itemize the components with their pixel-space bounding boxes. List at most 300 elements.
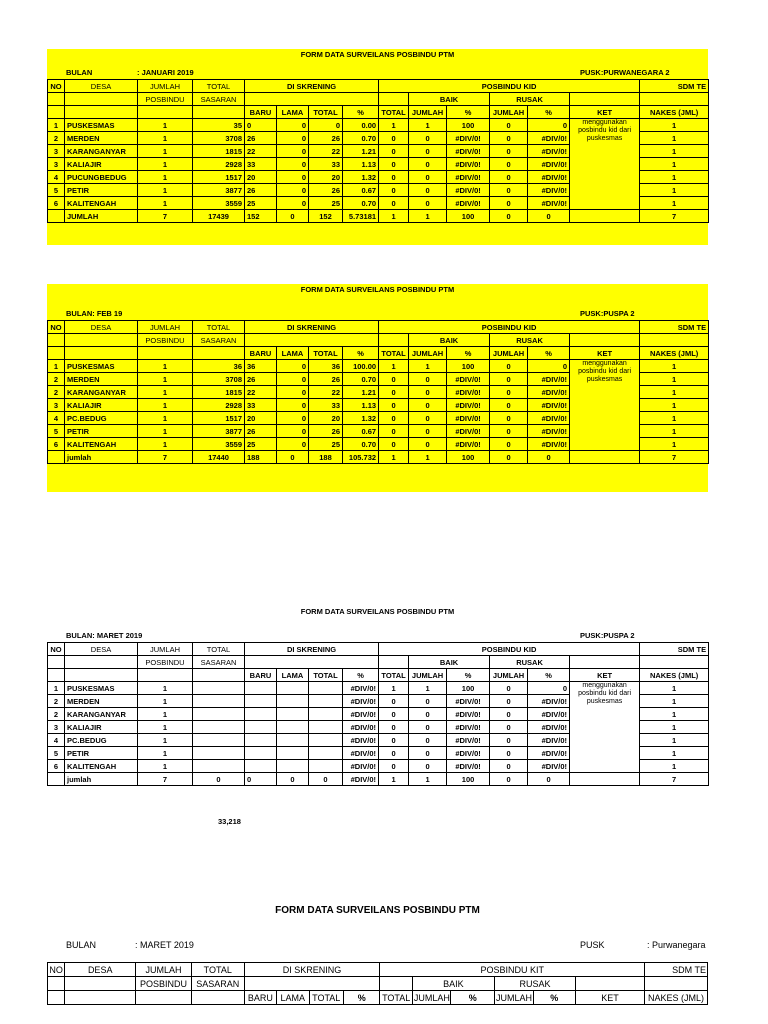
- total-cell: 0: [528, 210, 570, 223]
- header-total: TOTAL: [193, 80, 245, 93]
- total-cell: jumlah: [65, 773, 138, 786]
- header-sdm: SDM TE: [640, 321, 709, 334]
- section-meta: [47, 940, 708, 954]
- header-jumlah: JUMLAH: [138, 321, 193, 334]
- table-cell: 0: [409, 438, 447, 451]
- table-cell: 0: [379, 747, 409, 760]
- table-cell: #DIV/0!: [528, 412, 570, 425]
- table-cell: 22: [309, 386, 343, 399]
- table-cell: #DIV/0!: [447, 695, 490, 708]
- pusk-label: PUSK:PURWANEGARA 2: [580, 68, 670, 77]
- empty-cell: [379, 93, 409, 106]
- table-cell: [309, 747, 343, 760]
- empty-cell: [48, 334, 65, 347]
- table-cell: 3559: [193, 197, 245, 210]
- table-cell: 0: [379, 184, 409, 197]
- table-cell: 3877: [193, 425, 245, 438]
- table-cell: 20: [245, 412, 277, 425]
- header-total-kid: TOTAL: [379, 669, 409, 682]
- table-cell: 5: [48, 184, 65, 197]
- table-cell: 0: [277, 438, 309, 451]
- table-cell: 1: [138, 438, 193, 451]
- table-cell: [309, 695, 343, 708]
- empty-cell: [570, 773, 640, 786]
- empty-cell: [65, 656, 138, 669]
- header-jumlah-baik: JUMLAH: [413, 992, 450, 1003]
- total-cell: 5.73181: [343, 210, 379, 223]
- table-cell: 1: [138, 145, 193, 158]
- table-cell: 26: [245, 373, 277, 386]
- table-cell: KALITENGAH: [65, 197, 138, 210]
- table-cell: 0: [490, 695, 528, 708]
- table-cell: 1.13: [343, 158, 379, 171]
- table-cell: 3708: [193, 132, 245, 145]
- total-cell: [48, 773, 65, 786]
- empty-cell: [570, 656, 640, 669]
- header-lama: LAMA: [277, 991, 309, 1005]
- table-cell: 0: [379, 708, 409, 721]
- table-cell: 0: [277, 373, 309, 386]
- table-cell: 1: [138, 386, 193, 399]
- empty-cell: [65, 347, 138, 360]
- table-cell: [277, 708, 309, 721]
- table-cell: 1: [640, 184, 709, 197]
- table-cell: 3: [48, 399, 65, 412]
- empty-cell: [570, 451, 640, 464]
- table-cell: #DIV/0!: [447, 132, 490, 145]
- table-cell: 1: [640, 708, 709, 721]
- total-cell: 7: [138, 210, 193, 223]
- table-cell: 0: [528, 682, 570, 695]
- total-cell: 105.732: [343, 451, 379, 464]
- table-cell: #DIV/0!: [528, 399, 570, 412]
- table-cell: 3559: [193, 438, 245, 451]
- header-total-sub: TOTAL: [309, 106, 343, 119]
- table-cell: 0: [277, 386, 309, 399]
- table-cell: 1: [640, 399, 709, 412]
- table-cell: PETIR: [65, 747, 138, 760]
- table-cell: 0: [490, 132, 528, 145]
- table-cell: 4: [48, 171, 65, 184]
- header-total-sub: TOTAL: [309, 991, 343, 1005]
- table-cell: 4: [48, 412, 65, 425]
- table-cell: 100: [447, 360, 490, 373]
- table-cell: #DIV/0!: [528, 425, 570, 438]
- total-cell: jumlah: [65, 451, 138, 464]
- table-cell: 36: [309, 360, 343, 373]
- header-desa: DESA: [65, 80, 138, 93]
- table-cell: 1: [138, 197, 193, 210]
- table-cell: #DIV/0!: [447, 145, 490, 158]
- empty-cell: [65, 106, 138, 119]
- table-cell: #DIV/0!: [343, 760, 379, 773]
- form-section-march: [47, 606, 708, 798]
- table-cell: PETIR: [65, 425, 138, 438]
- pusk-label: PUSK:PUSPA 2: [580, 631, 635, 640]
- table-cell: 1: [640, 360, 709, 373]
- header-jumlah-rusak: JUMLAH: [490, 669, 528, 682]
- table-cell: 0: [379, 386, 409, 399]
- total-cell: 0: [277, 773, 309, 786]
- table-cell: 26: [309, 184, 343, 197]
- table-cell: 1: [379, 360, 409, 373]
- table-cell: 0: [409, 721, 447, 734]
- section-meta: [47, 67, 708, 79]
- table-cell: 0: [490, 438, 528, 451]
- header-posbindu-kit: POSBINDU KIT: [380, 963, 645, 977]
- empty-cell: [640, 656, 709, 669]
- bulan-value: : JANUARI 2019: [137, 68, 194, 77]
- total-row: [48, 451, 709, 464]
- header-nakes: NAKES (JML): [640, 347, 709, 360]
- table-cell: 0: [490, 760, 528, 773]
- header-baik: BAIK: [409, 334, 490, 347]
- section-title: FORM DATA SURVEILANS POSBINDU PTM: [275, 905, 480, 916]
- form-section-january: [47, 49, 708, 245]
- table-cell: 0: [277, 171, 309, 184]
- table-cell: 1: [138, 171, 193, 184]
- total-cell: 7: [640, 773, 709, 786]
- total-cell: 1: [409, 451, 447, 464]
- table-cell: 20: [309, 412, 343, 425]
- table-cell: 25: [245, 438, 277, 451]
- table-cell: 0: [490, 412, 528, 425]
- table-cell: [193, 760, 245, 773]
- table-cell: #DIV/0!: [528, 760, 570, 773]
- header-total: TOTAL: [193, 321, 245, 334]
- table-cell: 0: [379, 197, 409, 210]
- table-cell: 0: [490, 184, 528, 197]
- table-cell: 1: [138, 734, 193, 747]
- table-cell: #DIV/0!: [447, 708, 490, 721]
- table-cell: 1: [640, 171, 709, 184]
- table-cell: 2928: [193, 158, 245, 171]
- table-cell: [277, 760, 309, 773]
- total-cell: 1: [379, 773, 409, 786]
- table-cell: 0: [490, 721, 528, 734]
- total-cell: 100: [447, 451, 490, 464]
- header-lama: LAMA: [277, 106, 309, 119]
- table-cell: 0.70: [343, 197, 379, 210]
- header-sdm: SDM TE: [640, 643, 709, 656]
- header-baik: BAIK: [409, 656, 490, 669]
- table-cell: 1: [138, 760, 193, 773]
- table-cell: 1: [640, 682, 709, 695]
- table-cell: 1: [138, 184, 193, 197]
- header-lama: LAMA: [277, 347, 309, 360]
- header-posbindu: POSBINDU: [136, 977, 192, 991]
- header-nakes: NAKES (JML): [645, 991, 708, 1005]
- table-cell: #DIV/0!: [447, 438, 490, 451]
- table-cell: #DIV/0!: [343, 708, 379, 721]
- table-cell: #DIV/0!: [528, 197, 570, 210]
- total-cell: 0: [528, 773, 570, 786]
- header-rusak: RUSAK: [490, 334, 570, 347]
- table-cell: 3: [48, 145, 65, 158]
- header-rusak: RUSAK: [490, 656, 570, 669]
- table-cell: 33: [309, 158, 343, 171]
- table-cell: 0: [379, 171, 409, 184]
- header-rusak: RUSAK: [494, 977, 575, 991]
- header-desa: DESA: [65, 321, 138, 334]
- table-cell: #DIV/0!: [447, 171, 490, 184]
- ket-note: menggunakan posbindu kid dari puskesmas: [570, 682, 640, 773]
- empty-cell: [48, 106, 65, 119]
- data-table: [47, 320, 709, 464]
- table-cell: 0.67: [343, 184, 379, 197]
- header-pct-baik: %: [447, 347, 490, 360]
- table-cell: 1: [640, 119, 709, 132]
- table-cell: 2: [48, 132, 65, 145]
- table-cell: 1: [640, 695, 709, 708]
- empty-cell: [570, 334, 640, 347]
- table-cell: [309, 721, 343, 734]
- table-cell: 26: [309, 425, 343, 438]
- table-cell: 1.21: [343, 145, 379, 158]
- table-cell: 0: [409, 132, 447, 145]
- total-cell: 0: [193, 773, 245, 786]
- table-cell: 1: [138, 747, 193, 760]
- table-cell: 26: [245, 184, 277, 197]
- header-pct-rusak: %: [528, 347, 570, 360]
- table-cell: [245, 734, 277, 747]
- header-pct-baik: %: [451, 991, 495, 1005]
- table-cell: 1: [138, 708, 193, 721]
- table-cell: 0: [309, 119, 343, 132]
- empty-cell: [48, 656, 65, 669]
- table-cell: #DIV/0!: [447, 386, 490, 399]
- total-cell: 100: [447, 210, 490, 223]
- empty-cell: [379, 656, 409, 669]
- header-baru: BARU: [245, 347, 277, 360]
- table-cell: 0: [277, 197, 309, 210]
- form-section-february: [47, 284, 708, 492]
- header-jumlah: JUMLAH: [136, 963, 192, 977]
- total-cell: 0: [277, 451, 309, 464]
- header-jumlah: JUMLAH: [138, 80, 193, 93]
- table-cell: 0: [490, 373, 528, 386]
- table-cell: #DIV/0!: [528, 747, 570, 760]
- table-cell: 1: [640, 438, 709, 451]
- table-cell: PUSKESMAS: [65, 682, 138, 695]
- table-cell: 0: [490, 734, 528, 747]
- header-baru: BARU: [245, 106, 277, 119]
- table-cell: #DIV/0!: [528, 171, 570, 184]
- table-cell: 0: [409, 197, 447, 210]
- header-sasaran: SASARAN: [193, 93, 245, 106]
- table-cell: 0: [277, 412, 309, 425]
- table-cell: 1: [640, 721, 709, 734]
- table-cell: 0: [409, 171, 447, 184]
- table-cell: 0: [277, 132, 309, 145]
- header-nakes: NAKES (JML): [640, 669, 709, 682]
- table-cell: 6: [48, 760, 65, 773]
- header-diskrening: DI SKRENING: [244, 963, 380, 977]
- table-cell: [277, 682, 309, 695]
- table-cell: 2: [48, 708, 65, 721]
- header-sasaran: SASARAN: [191, 977, 244, 991]
- table-cell: 100: [447, 682, 490, 695]
- header-total: TOTAL: [191, 963, 244, 977]
- bulan-label: BULAN: [66, 940, 97, 950]
- table-cell: #DIV/0!: [447, 399, 490, 412]
- pusk-label: PUSK: [580, 940, 605, 950]
- table-cell: 1: [138, 119, 193, 132]
- header-pct: %: [343, 991, 380, 1005]
- pusk-label: PUSK:PUSPA 2: [580, 309, 635, 318]
- table-cell: #DIV/0!: [528, 145, 570, 158]
- table-cell: 25: [245, 197, 277, 210]
- total-cell: #DIV/0!: [343, 773, 379, 786]
- table-cell: 1: [640, 386, 709, 399]
- empty-cell: [193, 347, 245, 360]
- header-pct-rusak: %: [528, 669, 570, 682]
- table-cell: 0: [409, 747, 447, 760]
- header-no: NO: [49, 964, 63, 975]
- header-sdm: SDM TE: [645, 963, 708, 977]
- total-cell: JUMLAH: [65, 210, 138, 223]
- empty-cell: [65, 93, 138, 106]
- total-cell: 0: [309, 773, 343, 786]
- table-cell: 33: [245, 158, 277, 171]
- empty-cell: [48, 347, 65, 360]
- header-no: NO: [48, 643, 65, 656]
- table-cell: #DIV/0!: [528, 734, 570, 747]
- table-cell: #DIV/0!: [343, 695, 379, 708]
- table-cell: #DIV/0!: [447, 760, 490, 773]
- header-jumlah-rusak: JUMLAH: [495, 992, 532, 1003]
- table-cell: [193, 721, 245, 734]
- table-cell: #DIV/0!: [528, 132, 570, 145]
- total-cell: 0: [245, 773, 277, 786]
- table-cell: 1: [640, 760, 709, 773]
- table-cell: #DIV/0!: [528, 184, 570, 197]
- table-cell: 22: [309, 145, 343, 158]
- table-cell: 3: [48, 721, 65, 734]
- table-cell: 33: [309, 399, 343, 412]
- table-cell: KALIAJIR: [65, 399, 138, 412]
- table-cell: 0: [379, 412, 409, 425]
- header-pct: %: [343, 669, 379, 682]
- table-cell: 26: [309, 373, 343, 386]
- table-cell: [245, 695, 277, 708]
- table-cell: [245, 682, 277, 695]
- header-total-kit: TOTAL: [380, 991, 412, 1005]
- table-cell: 3877: [193, 184, 245, 197]
- empty-cell: [65, 669, 138, 682]
- table-cell: 0: [379, 132, 409, 145]
- table-cell: 1: [138, 360, 193, 373]
- total-cell: 100: [447, 773, 490, 786]
- table-cell: 1.13: [343, 399, 379, 412]
- total-cell: 7: [640, 451, 709, 464]
- total-cell: 17440: [193, 451, 245, 464]
- table-cell: 0.70: [343, 438, 379, 451]
- header-total: TOTAL: [193, 643, 245, 656]
- table-cell: 1517: [193, 171, 245, 184]
- empty-cell: [138, 669, 193, 682]
- table-cell: 1: [138, 682, 193, 695]
- table-cell: [277, 734, 309, 747]
- table-cell: 2: [48, 695, 65, 708]
- empty-cell: [245, 334, 379, 347]
- table-cell: [193, 747, 245, 760]
- table-cell: 1: [48, 119, 65, 132]
- total-cell: 0: [277, 210, 309, 223]
- header-pct-rusak: %: [528, 106, 570, 119]
- empty-cell: [640, 334, 709, 347]
- table-cell: #DIV/0!: [528, 695, 570, 708]
- empty-cell: [570, 93, 640, 106]
- table-cell: #DIV/0!: [447, 184, 490, 197]
- table-cell: 1: [640, 747, 709, 760]
- table-cell: PC.BEDUG: [65, 412, 138, 425]
- total-cell: 7: [640, 210, 709, 223]
- header-ket: KET: [570, 669, 640, 682]
- table-cell: 0: [277, 184, 309, 197]
- table-cell: KALITENGAH: [65, 438, 138, 451]
- table-cell: 1: [138, 158, 193, 171]
- total-cell: [48, 210, 65, 223]
- header-jumlah-rusak: JUMLAH: [490, 106, 528, 119]
- table-cell: #DIV/0!: [343, 682, 379, 695]
- table-cell: [245, 747, 277, 760]
- header-pct-baik: %: [447, 106, 490, 119]
- table-cell: #DIV/0!: [447, 734, 490, 747]
- total-cell: 7: [138, 451, 193, 464]
- bulan-label: BULAN: MARET 2019: [66, 631, 143, 640]
- header-pct-baik: %: [447, 669, 490, 682]
- header-total-kid: TOTAL: [379, 106, 409, 119]
- table-cell: 0: [379, 734, 409, 747]
- table-cell: 0: [528, 360, 570, 373]
- pusk-value: : Purwanegara: [647, 940, 706, 950]
- table-cell: 0: [490, 399, 528, 412]
- table-cell: 0: [245, 119, 277, 132]
- table-cell: #DIV/0!: [528, 708, 570, 721]
- header-rusak: RUSAK: [490, 93, 570, 106]
- header-diskrening: DI SKRENING: [245, 321, 379, 334]
- table-cell: 0: [409, 412, 447, 425]
- total-cell: 0: [490, 773, 528, 786]
- table-cell: 0: [409, 184, 447, 197]
- table-cell: [245, 721, 277, 734]
- empty-cell: [48, 669, 65, 682]
- table-cell: 1815: [193, 145, 245, 158]
- table-cell: 1: [409, 682, 447, 695]
- table-cell: 0: [277, 360, 309, 373]
- table-cell: MERDEN: [65, 373, 138, 386]
- total-cell: 188: [245, 451, 277, 464]
- table-cell: 0.70: [343, 373, 379, 386]
- header-total-sub: TOTAL: [309, 347, 343, 360]
- table-cell: 0: [277, 119, 309, 132]
- table-cell: 1: [640, 373, 709, 386]
- table-cell: 0: [409, 145, 447, 158]
- table-cell: 1: [379, 119, 409, 132]
- total-cell: 0: [490, 451, 528, 464]
- table-cell: 1.32: [343, 171, 379, 184]
- table-cell: #DIV/0!: [343, 721, 379, 734]
- table-cell: [277, 747, 309, 760]
- table-cell: 0: [379, 438, 409, 451]
- table-row: [48, 119, 709, 132]
- table-cell: KARANGANYAR: [65, 708, 138, 721]
- table-cell: 22: [245, 145, 277, 158]
- table-cell: 0: [490, 158, 528, 171]
- table-cell: #DIV/0!: [528, 438, 570, 451]
- table-cell: #DIV/0!: [528, 373, 570, 386]
